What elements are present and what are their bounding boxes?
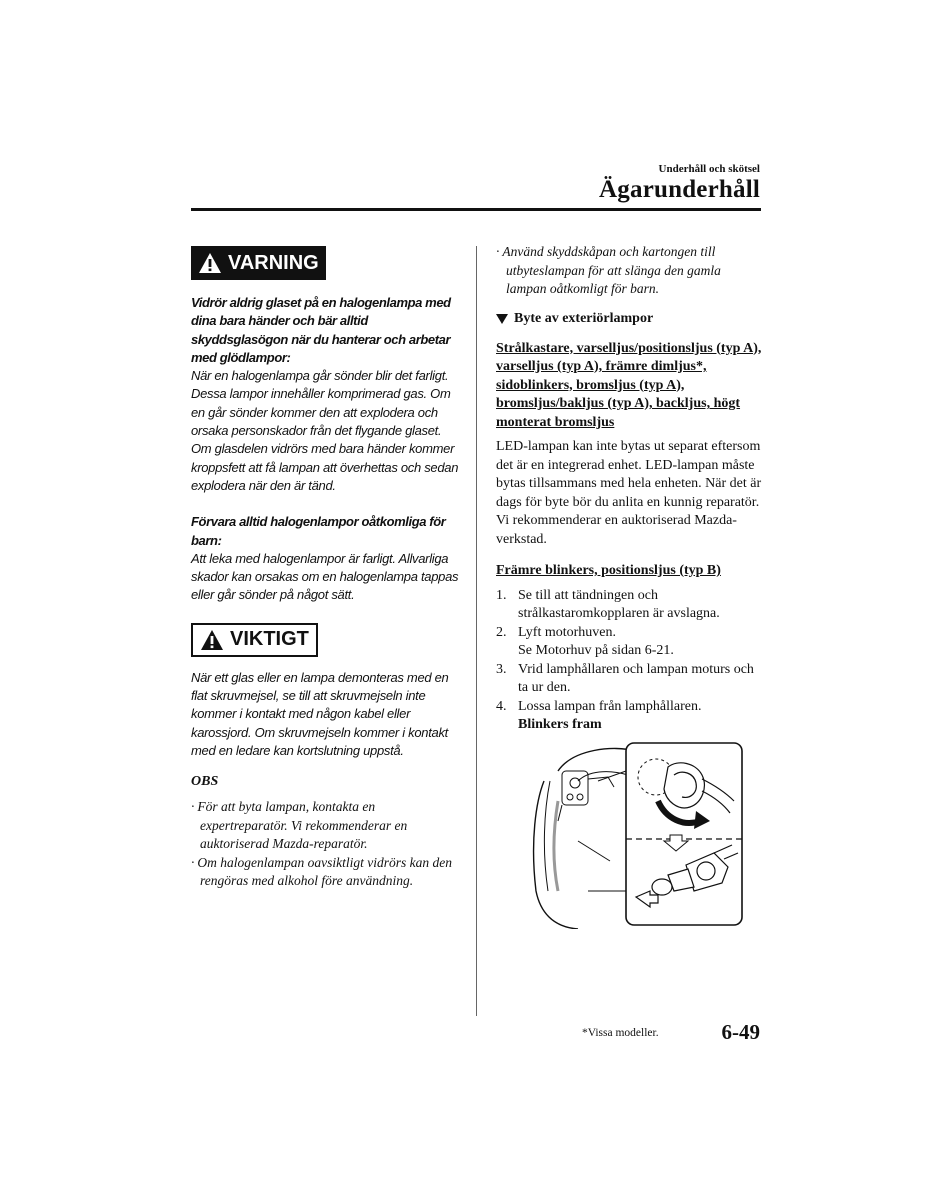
warning-heading-1: Vidrör aldrig glaset på en halogenlampa med dina bara händer och bär alltid skyddsglasögon när du hanterar och arbetar med glödlampor: (191, 295, 451, 365)
subsection-heading-led: Strålkastare, varselljus/positionsljus (typ A), varselljus (typ A), främre dimljus*, sidoblinkers, bromsljus (typ A), bromsljus/bakljus (typ A), backljus, högt monterat bromsljus (496, 340, 762, 430)
notice-badge (191, 623, 318, 657)
list-item: · Om halogenlampan oavsiktligt vidrörs kan den rengöras med alkohol före användning. (191, 854, 461, 891)
warning-body-2: Att leka med halogenlampor är farligt. Allvarliga skador kan orsakas om en halogenlampa tappas eller går sönder på något sätt. (191, 550, 459, 603)
step-item: 1. Se till att tändningen och strålkastaromkopplaren är avslagna. (496, 587, 720, 621)
section-heading: Byte av exteriörlampor (496, 311, 764, 327)
warning-body-1: När en halogenlampa går sönder blir det farligt. Dessa lampor innehåller komprimerad gas. Om en går sönder kommer den att explodera och orsaka personskador från det flygande glaset. Om glasdelen vidrörs med bara händer kommer kroppsfett att få lampan att överhettas och sedan explodera när den är tänd. (191, 368, 459, 493)
warning-triangle-icon (198, 252, 222, 274)
step-item: 3. Vrid lamphållaren och lampan moturs och ta ur den. (496, 661, 754, 695)
right-column (496, 243, 764, 929)
notice-body: När ett glas eller en lampa demonteras med en flat skruvmejsel, se till att skruvmejseln inte kommer i kontakt med någon kabel eller karossjord. Om skruvmejseln kommer i kontakt med en ledare kan kortslutning uppstå. (191, 669, 449, 758)
footnote: *Vissa modeller. (582, 1027, 659, 1039)
list-item: · För att byta lampan, kontakta en expertreparatör. Vi rekommenderar en auktoriserad Mazda-reparatör. (191, 798, 461, 854)
step-item: 4. Lossa lampan från lamphållaren. Blinkers fram (496, 698, 702, 732)
header-section: Underhåll och skötsel (658, 163, 760, 175)
front-blinker-illustration (518, 741, 744, 929)
page-title: Ägarunderhåll (599, 176, 760, 203)
disposal-note (496, 243, 764, 299)
warning-heading-2: Förvara alltid halogenlampor oåtkomliga för barn: (191, 514, 446, 548)
header-rule (191, 208, 761, 211)
subsection-heading-blinkers: Främre blinkers, positionsljus (typ B) (496, 563, 721, 578)
illustration-caption: Blinkers fram (518, 717, 602, 732)
led-body: LED-lampan kan inte bytas ut separat eftersom det är en integrerad enhet. LED-lampan måste bytas tillsammans med hela enheten. När det är dags för byte bör du anlita en kunnig reparatör. Vi rekommenderar en auktoriserad Mazda-verkstad. (496, 439, 762, 547)
warning-triangle-icon (200, 629, 224, 651)
obs-list (191, 798, 461, 891)
obs-title: OBS (191, 774, 219, 790)
list-item: · Använd skyddskåpan och kartongen till utbyteslampan för att slänga den gamla lampan oåtkomligt för barn. (496, 243, 764, 299)
step-item: 2. Lyft motorhuven. Se Motorhuv på sidan 6-21. (496, 624, 674, 658)
triangle-down-icon (496, 314, 508, 324)
notice-label: VIKTIGT (230, 628, 309, 651)
left-column (191, 246, 461, 891)
steps-list (496, 587, 764, 735)
page-number: 6-49 (721, 1020, 760, 1044)
blinker-diagram (518, 741, 744, 929)
warning-badge (191, 246, 326, 280)
warning-label: VARNING (228, 251, 319, 274)
column-divider (476, 246, 477, 1016)
